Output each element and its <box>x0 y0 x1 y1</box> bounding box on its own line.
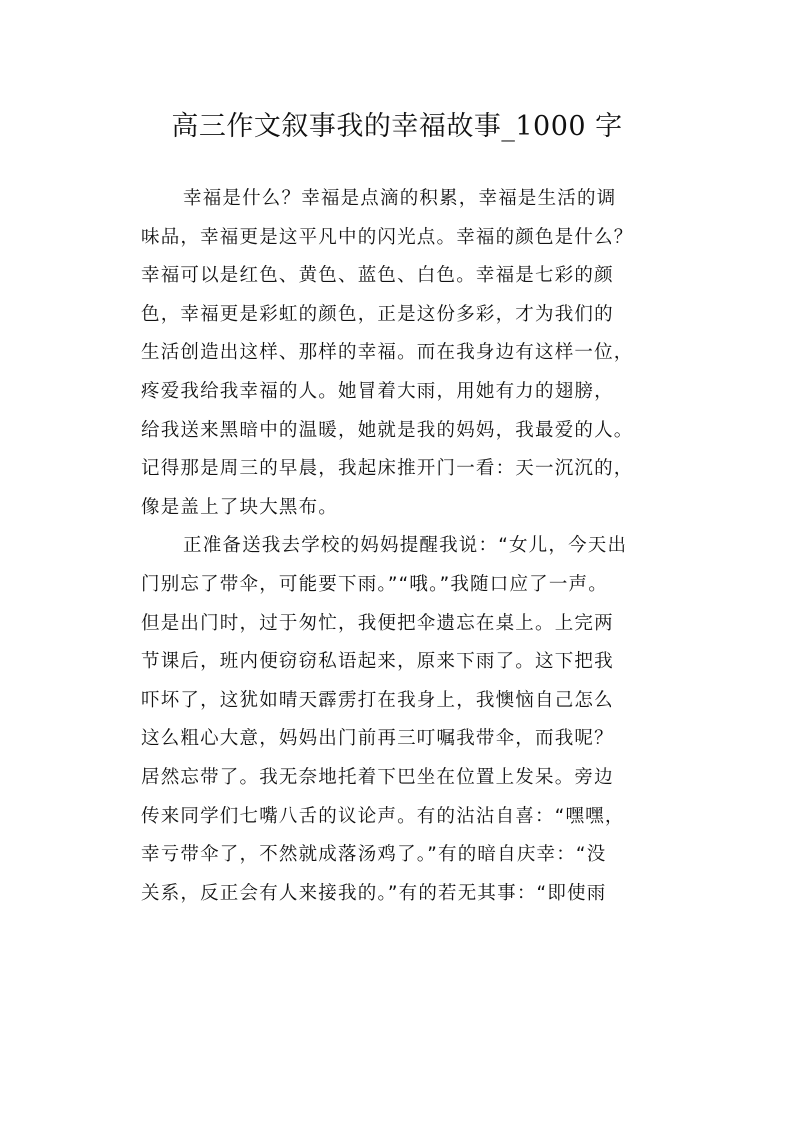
paragraph-2-line: 吓坏了，这犹如晴天霹雳打在我身上，我懊恼自己怎么 <box>141 689 614 711</box>
paragraph-1-line: 色，幸福更是彩虹的颜色，正是这份多彩，才为我们的 <box>141 303 614 325</box>
paragraph-2-line: 传来同学们七嘴八舌的议论声。有的沾沾自喜：“嘿嘿， <box>141 805 625 827</box>
paragraph-2-line: 但是出门时，过于匆忙，我便把伞遗忘在桌上。上完两 <box>141 612 614 634</box>
paragraph-1-line: 生活创造出这样、那样的幸福。而在我身边有这样一位， <box>141 342 634 364</box>
paragraph-2-line: 正准备送我去学校的妈妈提醒我说：“女儿，今天出 <box>183 535 628 557</box>
document-body <box>141 180 661 913</box>
document-title: 高三作文叙事我的幸福故事_1000 字 <box>171 111 623 142</box>
paragraph-1-line: 记得那是周三的早晨，我起床推开门一看：天一沉沉的， <box>141 458 634 480</box>
paragraph-2-line: 门别忘了带伞，可能要下雨。”“哦。”我随口应了一声。 <box>141 573 608 595</box>
paragraph-1-line: 幸福可以是红色、黄色、蓝色、白色。幸福是七彩的颜 <box>141 265 614 287</box>
paragraph-1-line: 疼爱我给我幸福的人。她冒着大雨，用她有力的翅膀， <box>141 380 614 402</box>
paragraph-1-line: 幸福是什么？幸福是点滴的积累，幸福是生活的调 <box>183 188 617 209</box>
paragraph-2-line: 节课后，班内便窃窃私语起来，原来下雨了。这下把我 <box>141 651 614 673</box>
paragraph-2-line: 这么粗心大意，妈妈出门前再三叮嘱我带伞，而我呢？ <box>141 728 614 750</box>
paragraph-1-line: 味品，幸福更是这平凡中的闪光点。幸福的颜色是什么？ <box>141 226 634 248</box>
paragraph-2-line: 幸亏带伞了，不然就成落汤鸡了。”有的暗自庆幸：“没 <box>141 844 607 866</box>
paragraph-1-line: 给我送来黑暗中的温暖，她就是我的妈妈，我最爱的人。 <box>141 419 634 441</box>
paragraph-2-line: 关系，反正会有人来接我的。”有的若无其事：“即使雨 <box>141 882 607 904</box>
paragraph-2-line: 居然忘带了。我无奈地托着下巴坐在位置上发呆。旁边 <box>141 766 614 788</box>
paragraph-1-line: 像是盖上了块大黑布。 <box>141 496 339 518</box>
